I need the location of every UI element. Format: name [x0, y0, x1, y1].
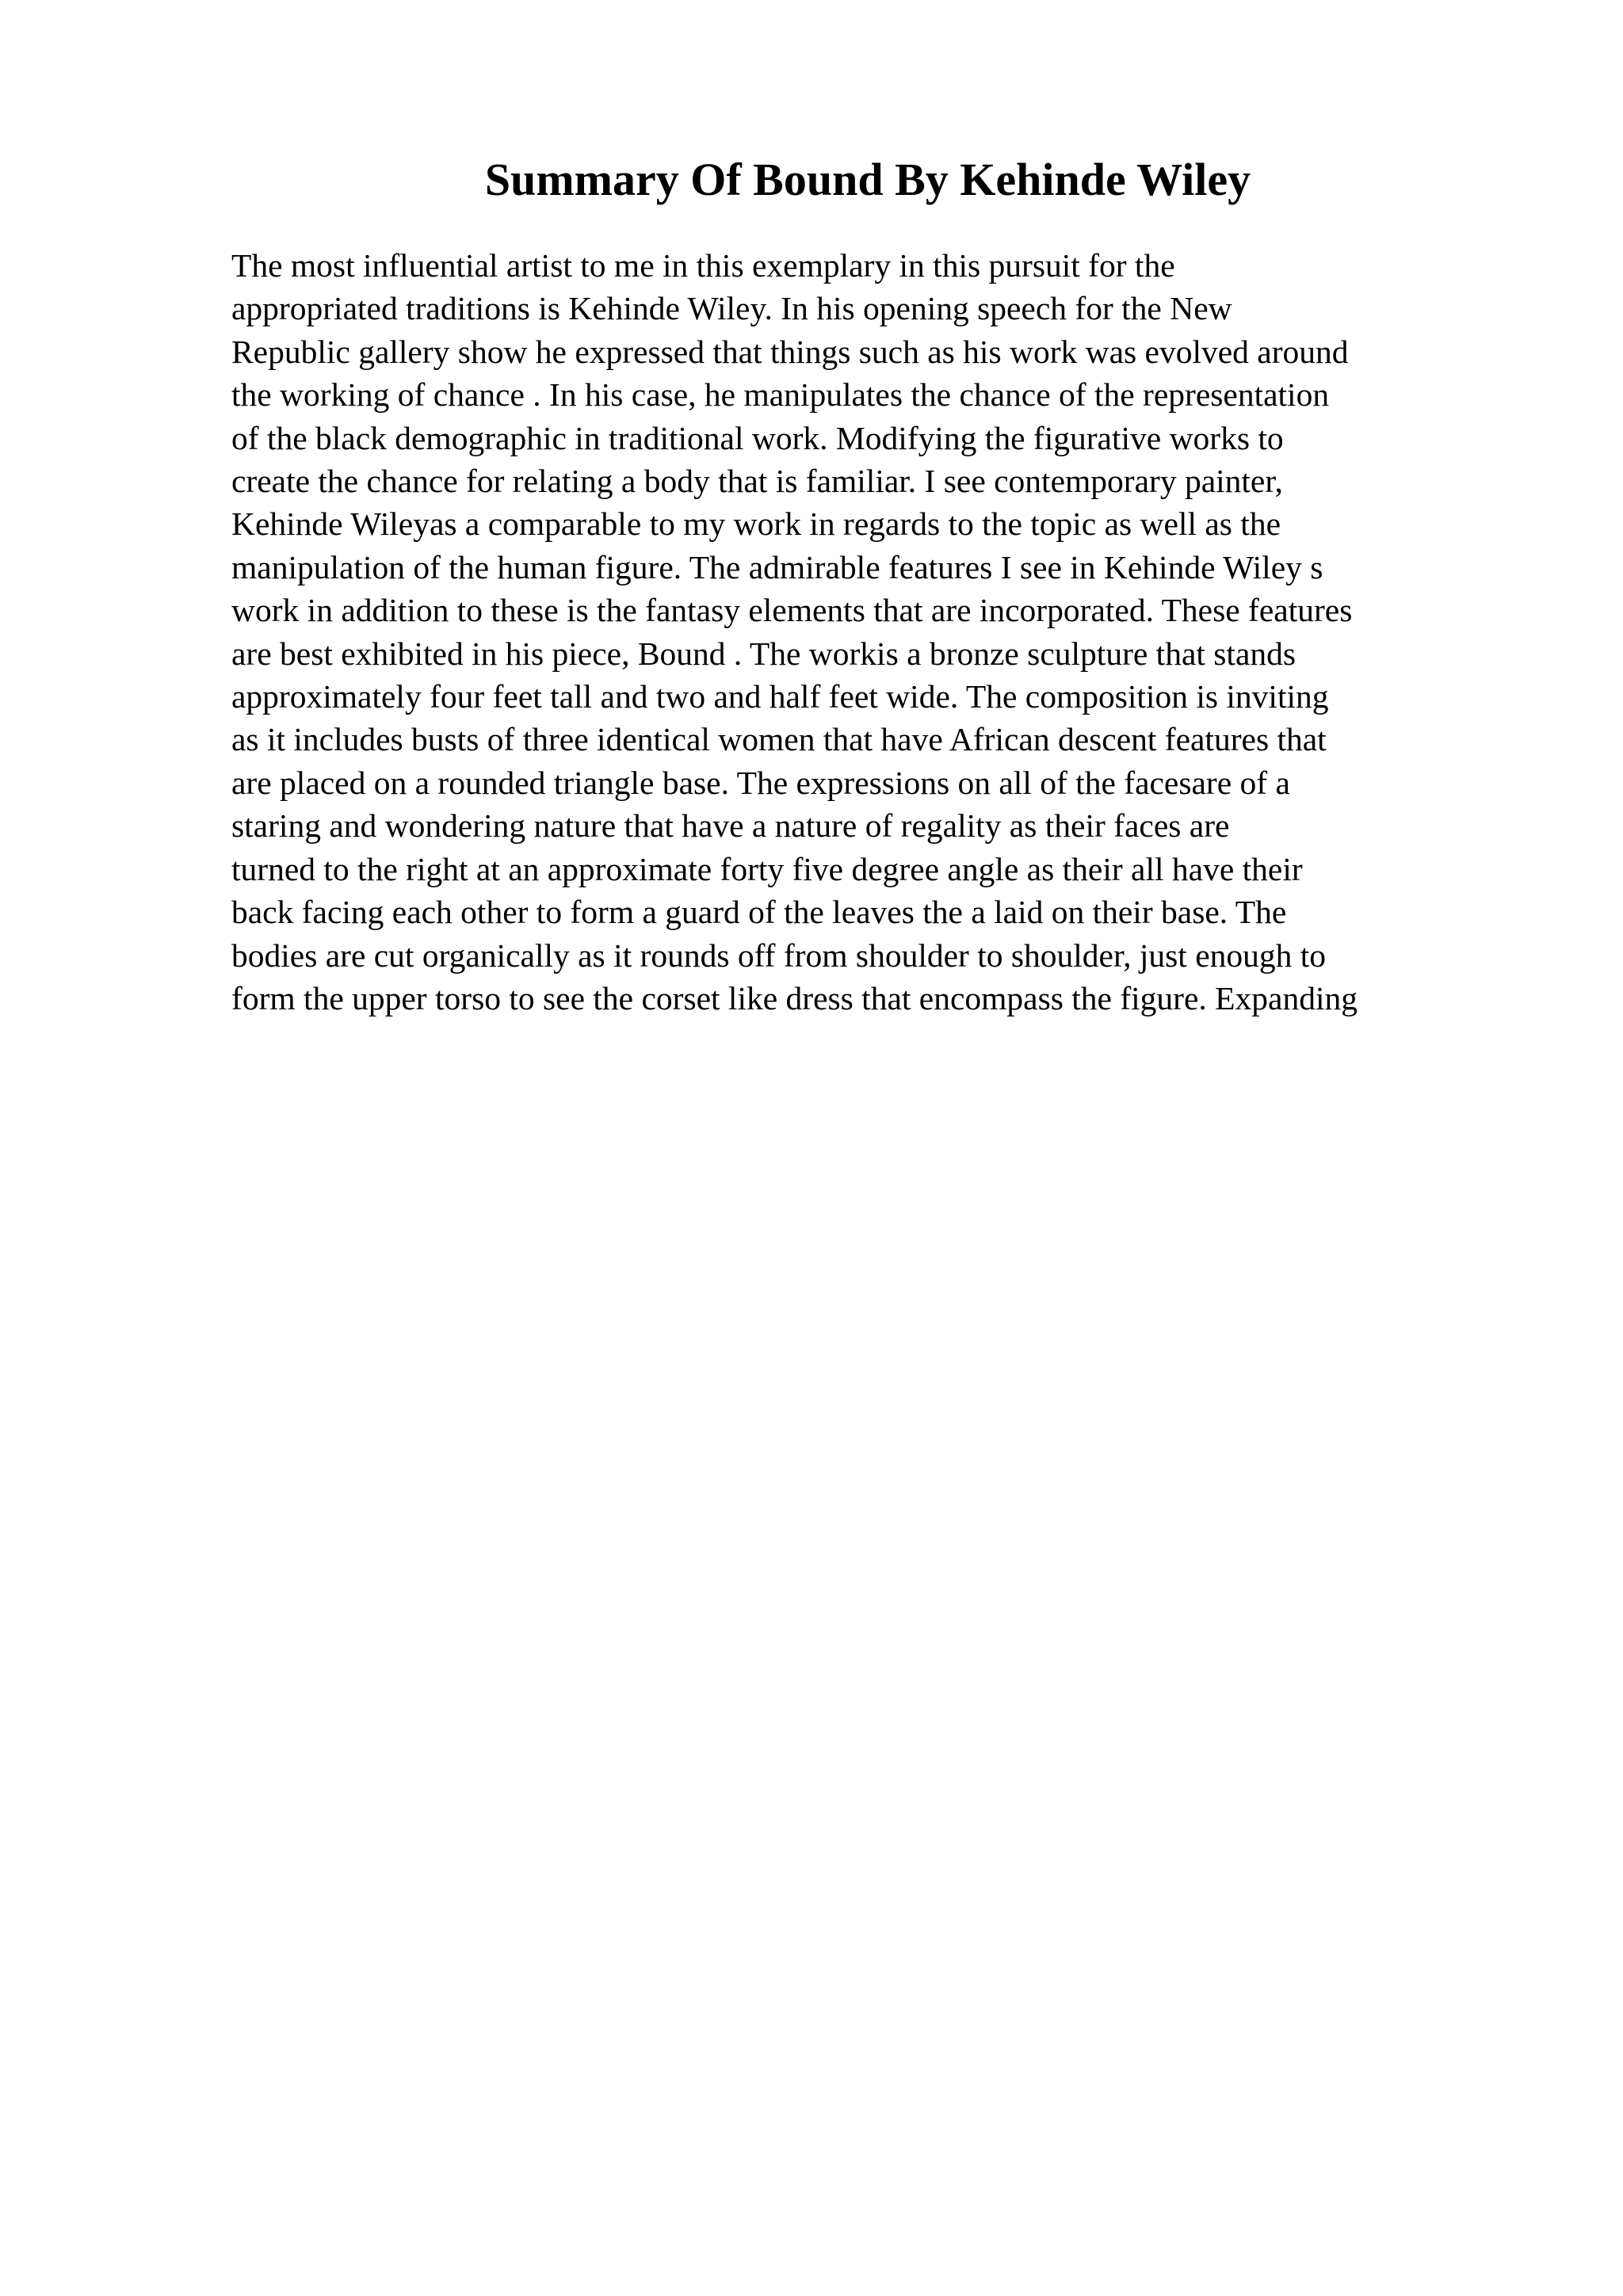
- text-line: approximately four feet tall and two and half feet wide. The composition is inviting: [231, 678, 1329, 715]
- text-line: as it includes busts of three identical women that have African descent features that: [231, 721, 1327, 758]
- body-paragraph: [231, 244, 1610, 1020]
- text-line: staring and wondering nature that have a nature of regality as their faces are: [231, 807, 1230, 845]
- text-line: manipulation of the human figure. The admirable features I see in Kehinde Wiley s: [231, 548, 1323, 585]
- page-title: Summary Of Bound By Kehinde Wiley: [484, 154, 1251, 205]
- text-line: Republic gallery show he expressed that things such as his work was evolved around: [231, 333, 1349, 370]
- text-line: of the black demographic in traditional work. Modifying the figurative works to: [231, 419, 1284, 456]
- text-line: form the upper torso to see the corset like dress that encompass the figure. Expanding: [231, 979, 1358, 1016]
- text-line: are placed on a rounded triangle base. The expressions on all of the facesare of a: [231, 764, 1290, 801]
- text-line: create the chance for relating a body that is familiar. I see contemporary painter,: [231, 463, 1283, 500]
- text-line: appropriated traditions is Kehinde Wiley. In his opening speech for the New: [231, 290, 1232, 327]
- text-line: the working of chance . In his case, he manipulates the chance of the representation: [231, 376, 1330, 414]
- text-line: back facing each other to form a guard of the leaves the a laid on their base. The: [231, 894, 1287, 931]
- text-line: Kehinde Wileyas a comparable to my work in regards to the topic as well as the: [231, 505, 1281, 543]
- text-line: are best exhibited in his piece, Bound . The workis a bronze sculpture that stands: [231, 635, 1296, 672]
- text-line: work in addition to these is the fantasy elements that are incorporated. These features: [231, 592, 1353, 629]
- text-line: turned to the right at an approximate forty five degree angle as their all have their: [231, 850, 1303, 887]
- text-line: The most influential artist to me in this exemplary in this pursuit for the: [231, 247, 1175, 284]
- text-line: bodies are cut organically as it rounds off from shoulder to shoulder, just enough to: [231, 936, 1327, 974]
